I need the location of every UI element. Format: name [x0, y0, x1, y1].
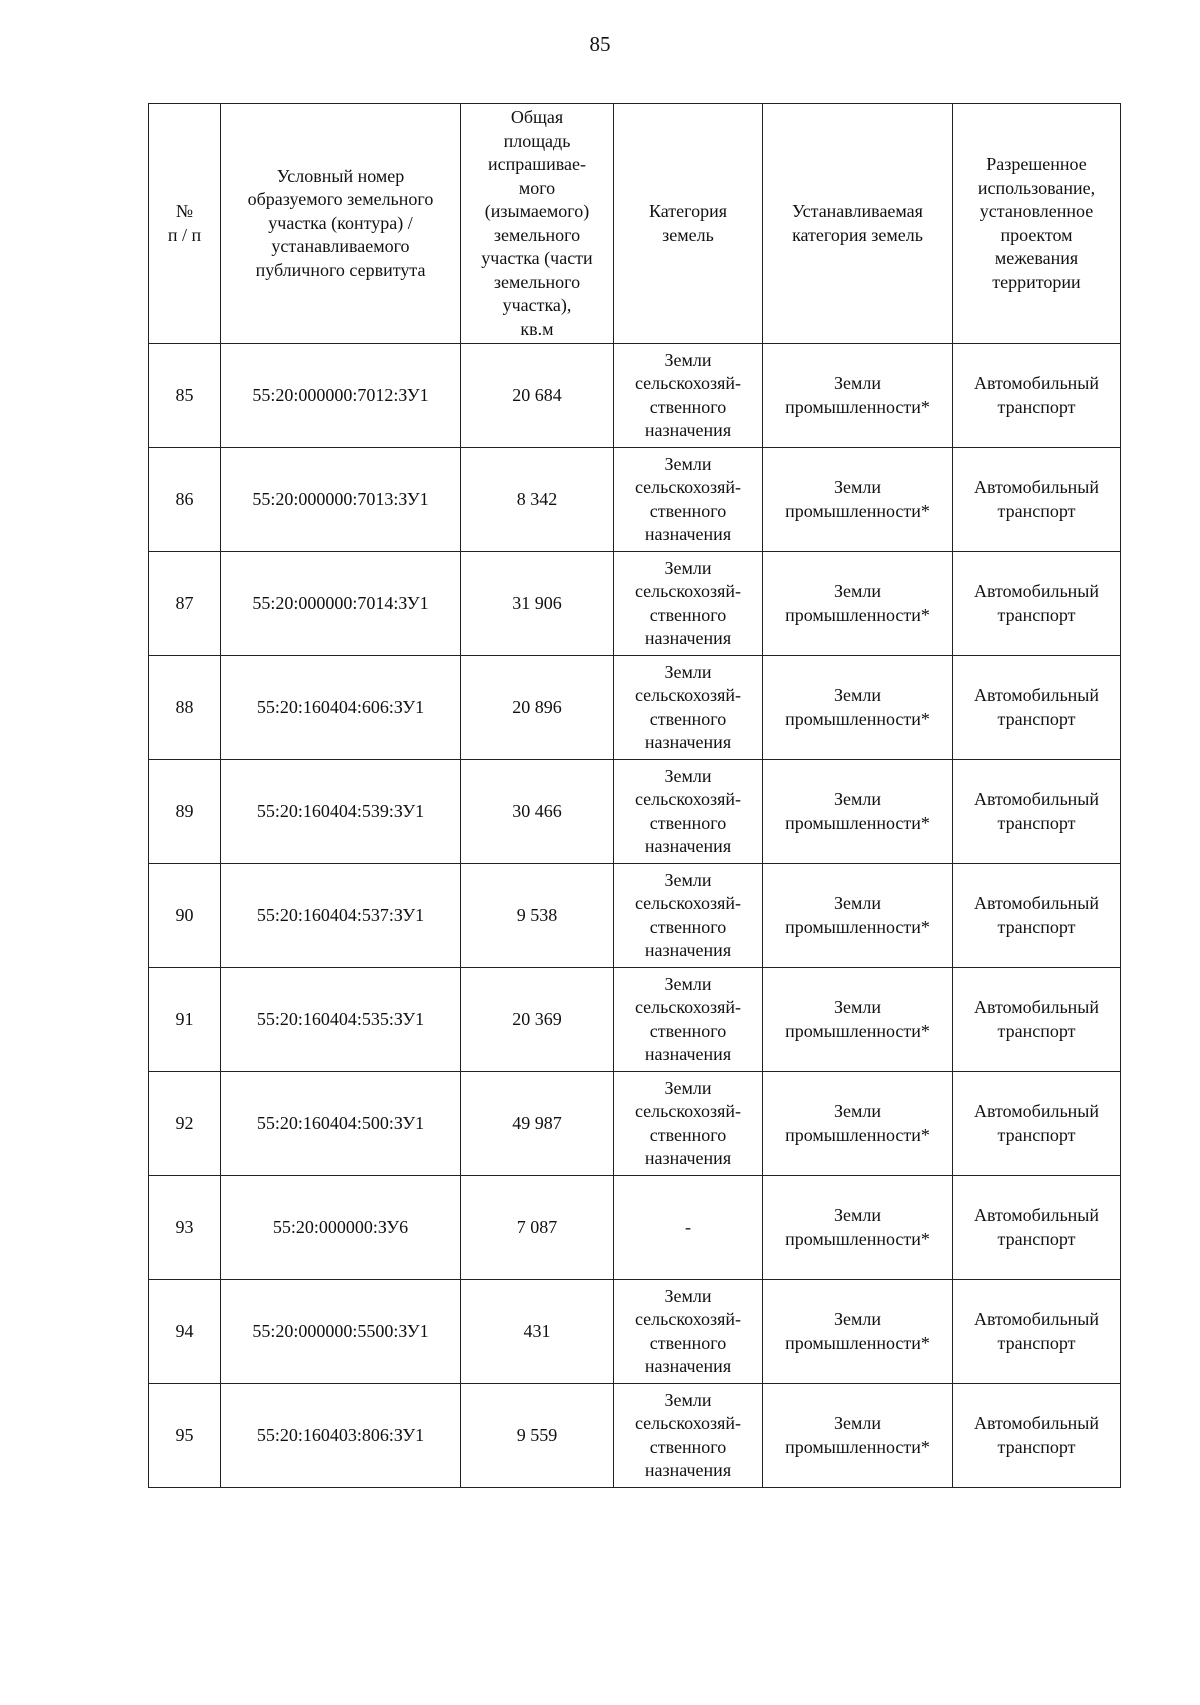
cell-area: 31 906: [461, 552, 614, 656]
cell-new-land-category: Земли промышленности*: [763, 1072, 953, 1176]
cell-new-land-category: Земли промышленности*: [763, 344, 953, 448]
cell-cadastral-number: 55:20:160404:539:ЗУ1: [221, 760, 461, 864]
cell-new-land-category: Земли промышленности*: [763, 448, 953, 552]
table-row: [149, 1280, 1121, 1384]
cell-permitted-use: Автомобильный транспорт: [953, 1384, 1121, 1488]
table-row: [149, 552, 1121, 656]
cell-cadastral-number: 55:20:000000:7014:ЗУ1: [221, 552, 461, 656]
table-row: [149, 968, 1121, 1072]
cell-cadastral-number: 55:20:160404:500:ЗУ1: [221, 1072, 461, 1176]
page-number: 85: [589, 32, 611, 56]
cell-number: 89: [149, 760, 221, 864]
cell-permitted-use: Автомобильный транспорт: [953, 344, 1121, 448]
cell-number: 87: [149, 552, 221, 656]
cell-area: 20 684: [461, 344, 614, 448]
cell-number: 94: [149, 1280, 221, 1384]
cell-new-land-category: Земли промышленности*: [763, 656, 953, 760]
cell-new-land-category: Земли промышленности*: [763, 864, 953, 968]
cell-number: 86: [149, 448, 221, 552]
cell-cadastral-number: 55:20:000000:ЗУ6: [221, 1176, 461, 1280]
cell-permitted-use: Автомобильный транспорт: [953, 1176, 1121, 1280]
cell-permitted-use: Автомобильный транспорт: [953, 968, 1121, 1072]
cell-area: 7 087: [461, 1176, 614, 1280]
cell-new-land-category: Земли промышленности*: [763, 1176, 953, 1280]
header-cadastral-number: Условный номер образуемого земельного участка (контура) / устанавливаемого публичного сервитута: [221, 104, 461, 344]
cell-permitted-use: Автомобильный транспорт: [953, 1072, 1121, 1176]
cell-land-category: Земли сельскохозяй- ственного назначения: [614, 760, 763, 864]
table-row: [149, 864, 1121, 968]
cell-land-category: Земли сельскохозяй- ственного назначения: [614, 968, 763, 1072]
header-number: № п / п: [149, 104, 221, 344]
header-area: Общая площадь испрашивае- мого (изымаемого) земельного участка (части земельного участка), кв.м: [461, 104, 614, 344]
header-new-land-category: Устанавливаемая категория земель: [763, 104, 953, 344]
land-plots-table: [148, 103, 1121, 1488]
cell-cadastral-number: 55:20:000000:7013:ЗУ1: [221, 448, 461, 552]
cell-area: 49 987: [461, 1072, 614, 1176]
cell-land-category: Земли сельскохозяй- ственного назначения: [614, 552, 763, 656]
cell-number: 91: [149, 968, 221, 1072]
cell-cadastral-number: 55:20:000000:7012:ЗУ1: [221, 344, 461, 448]
cell-land-category: Земли сельскохозяй- ственного назначения: [614, 1280, 763, 1384]
cell-number: 90: [149, 864, 221, 968]
table-row: [149, 448, 1121, 552]
cell-land-category: -: [614, 1176, 763, 1280]
table-row: [149, 1072, 1121, 1176]
cell-number: 95: [149, 1384, 221, 1488]
header-permitted-use: Разрешенное использование, установленное проектом межевания территории: [953, 104, 1121, 344]
cell-land-category: Земли сельскохозяй- ственного назначения: [614, 448, 763, 552]
cell-permitted-use: Автомобильный транспорт: [953, 760, 1121, 864]
cell-permitted-use: Автомобильный транспорт: [953, 1280, 1121, 1384]
cell-cadastral-number: 55:20:160404:537:ЗУ1: [221, 864, 461, 968]
cell-new-land-category: Земли промышленности*: [763, 1280, 953, 1384]
table-row: [149, 656, 1121, 760]
table-row: [149, 344, 1121, 448]
header-land-category: Категория земель: [614, 104, 763, 344]
cell-land-category: Земли сельскохозяй- ственного назначения: [614, 344, 763, 448]
cell-cadastral-number: 55:20:160403:806:ЗУ1: [221, 1384, 461, 1488]
cell-area: 30 466: [461, 760, 614, 864]
cell-area: 431: [461, 1280, 614, 1384]
cell-new-land-category: Земли промышленности*: [763, 552, 953, 656]
cell-land-category: Земли сельскохозяй- ственного назначения: [614, 656, 763, 760]
cell-area: 8 342: [461, 448, 614, 552]
cell-area: 9 559: [461, 1384, 614, 1488]
cell-area: 20 369: [461, 968, 614, 1072]
cell-permitted-use: Автомобильный транспорт: [953, 864, 1121, 968]
cell-land-category: Земли сельскохозяй- ственного назначения: [614, 1072, 763, 1176]
cell-number: 92: [149, 1072, 221, 1176]
cell-number: 85: [149, 344, 221, 448]
cell-new-land-category: Земли промышленности*: [763, 760, 953, 864]
cell-cadastral-number: 55:20:160404:606:ЗУ1: [221, 656, 461, 760]
table-row: [149, 1384, 1121, 1488]
cell-cadastral-number: 55:20:000000:5500:ЗУ1: [221, 1280, 461, 1384]
table-row: [149, 760, 1121, 864]
cell-land-category: Земли сельскохозяй- ственного назначения: [614, 864, 763, 968]
cell-permitted-use: Автомобильный транспорт: [953, 448, 1121, 552]
cell-area: 9 538: [461, 864, 614, 968]
cell-new-land-category: Земли промышленности*: [763, 1384, 953, 1488]
cell-number: 93: [149, 1176, 221, 1280]
cell-cadastral-number: 55:20:160404:535:ЗУ1: [221, 968, 461, 1072]
cell-permitted-use: Автомобильный транспорт: [953, 552, 1121, 656]
table-row: [149, 1176, 1121, 1280]
cell-permitted-use: Автомобильный транспорт: [953, 656, 1121, 760]
cell-land-category: Земли сельскохозяй- ственного назначения: [614, 1384, 763, 1488]
table-header-row: [149, 104, 1121, 344]
cell-new-land-category: Земли промышленности*: [763, 968, 953, 1072]
cell-area: 20 896: [461, 656, 614, 760]
cell-number: 88: [149, 656, 221, 760]
